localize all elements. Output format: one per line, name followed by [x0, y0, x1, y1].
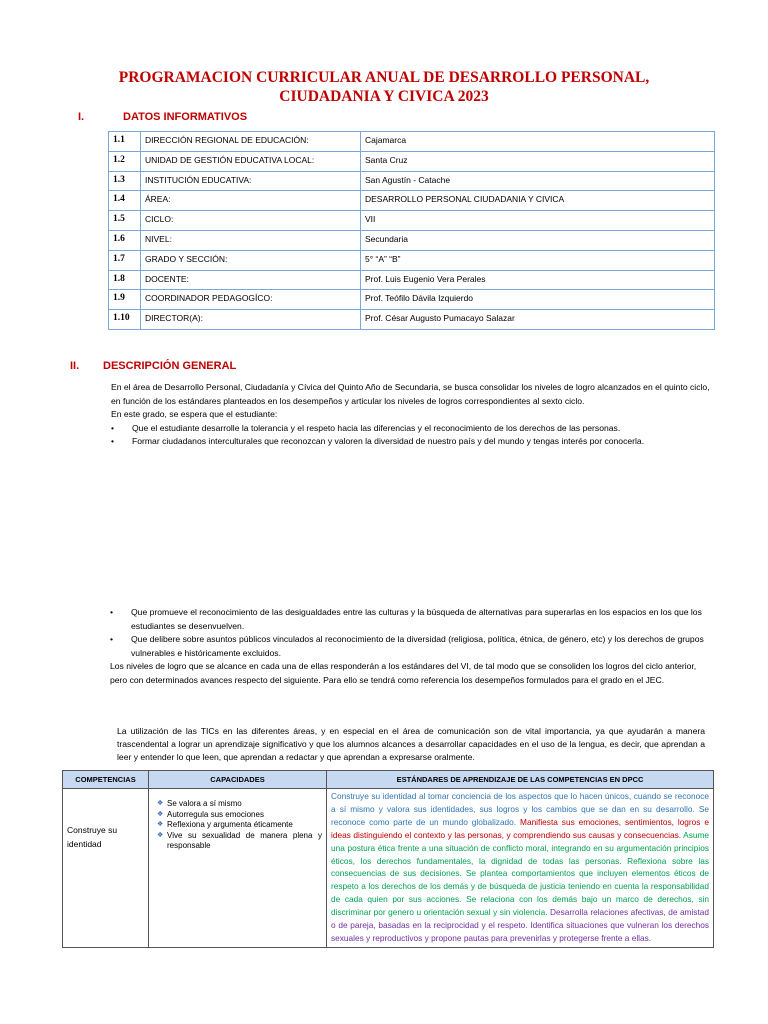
table-row: [109, 230, 715, 250]
list-item: ❖ Vive su sexualidad de manera plena y responsable: [157, 830, 322, 850]
row-number: 1.8: [109, 270, 141, 290]
table-row: [109, 290, 715, 310]
section-label: DESCRIPCIÓN GENERAL: [103, 360, 237, 372]
list-item: • Que promueve el reconocimiento de las desigualdades entre las culturas y la búsqueda de alternativas para superarlas en los espacios en los que los estudiantes se desenvuelven.: [110, 607, 702, 631]
list-item: • Que delibere sobre asuntos públicos vinculados al reconocimiento de la diversidad (religiosa, política, étnica, de género, etc) y los derechos de grupos vulnerables e históricamente excluidos.: [110, 634, 704, 658]
column-header: COMPETENCIAS: [63, 771, 149, 789]
list-item: ❖ Reflexiona y argumenta éticamente: [157, 820, 293, 829]
row-number: 1.3: [109, 171, 141, 191]
row-value: Prof. Teófilo Dávila Izquierdo: [361, 290, 715, 310]
column-header: CAPACIDADES: [149, 771, 327, 789]
row-value: Santa Cruz: [361, 151, 715, 171]
row-number: 1.2: [109, 151, 141, 171]
row-value: VII: [361, 211, 715, 231]
row-value: San Agustín - Catache: [361, 171, 715, 191]
section-heading-1: [78, 111, 247, 123]
section-number: II.: [70, 360, 80, 372]
description-intro: En este grado, se espera que el estudiante:: [111, 409, 278, 419]
list-item: • Que el estudiante desarrolle la tolerancia y el respeto hacia las diferencias y el reconocimiento de los derechos de las personas.: [111, 422, 621, 433]
row-value: 5° “A” “B”: [361, 250, 715, 270]
standard-cell: [327, 789, 714, 948]
row-value: Prof. César Augusto Pumacayo Salazar: [361, 310, 715, 330]
table-row: [109, 191, 715, 211]
row-label: DIRECTOR(A):: [141, 310, 361, 330]
title-line-1: PROGRAMACION CURRICULAR ANUAL DE DESARROLLO PERSONAL,: [118, 69, 650, 86]
row-value: Prof. Luis Eugenio Vera Perales: [361, 270, 715, 290]
diamond-bullet-icon: ❖: [157, 800, 164, 807]
row-label: DOCENTE:: [141, 270, 361, 290]
description-paragraph: En el área de Desarrollo Personal, Ciudadanía y Cívica del Quinto Año de Secundaria, se busca consolidar los niveles de logro alcanzados en el quinto ciclo, en función de los estándares planteados en los desempeños y articular los niveles de logros correspondientes al sexto ciclo.: [111, 382, 710, 406]
diamond-bullet-icon: ❖: [157, 810, 164, 818]
row-value: Cajamarca: [361, 132, 715, 152]
standard-text-identity: Construye su identidad al tomar conciencia de los aspectos que lo hacen únicos, cuando se reconoce a sí mismo y valora sus identidades, sus logros y los cambios que se dan en su desarrollo. Se reconoce como parte de un mundo globalizado.: [331, 791, 709, 827]
table-row: [109, 270, 715, 290]
description-block-2: [110, 606, 710, 687]
row-label: GRADO Y SECCIÓN:: [141, 250, 361, 270]
table-row: [109, 211, 715, 231]
standard-text-emotions: Manifiesta sus emociones, sentimientos, logros e ideas distinguiendo el contexto y las personas, y comprendiendo sus causas y consecuencias.: [331, 816, 710, 840]
table-row: [109, 132, 715, 152]
row-number: 1.1: [109, 132, 141, 152]
standard-text-ethics: Asume una postura ética frente a una situación de conflicto moral, integrando en su argumentación principios éticos, los derechos fundamentales, la dignidad de todas las personas. Reflexiona sobre las consecuencias de sus decisiones. Se plantea comportamientos que incluyen elementos éticos de respeto a los derechos de los demás y de búsqueda de justicia teniendo en cuenta la responsabilidad de cada quien por sus acciones. Se relaciona con los demás bajo un marco de derechos, sin discriminar por genero u orientación sexual y sin violencia.: [331, 829, 709, 918]
list-item: ❖ Se valora a sí mismo: [157, 799, 242, 808]
section-heading-2: [70, 360, 236, 372]
row-label: INSTITUCIÓN EDUCATIVA:: [141, 171, 361, 191]
description-paragraph: Los niveles de logro que se alcance en cada una de ellas responderán a los estándares del VI, de tal modo que se consoliden los logros del ciclo anterior, pero con determinados avances respecto del siguiente. Para ello se tendrá como referencia los desempeños formulados para el grado en el JEC.: [110, 661, 697, 685]
table-row: [109, 151, 715, 171]
table-row: [109, 171, 715, 191]
table-row: [109, 310, 715, 330]
row-number: 1.10: [109, 310, 141, 330]
row-value: Secundaria: [361, 230, 715, 250]
section-label: DATOS INFORMATIVOS: [123, 111, 248, 123]
standard-text-sexuality: Desarrolla relaciones afectivas, de amistad o de pareja, basadas en la reciprocidad y el respeto. Identifica situaciones que vulneran los derechos sexuales y reproductivos y propone pautas para prevenirlas y protegerse frente a ellas.: [331, 907, 709, 943]
competencies-table: [62, 770, 714, 948]
column-header: ESTÁNDARES DE APRENDIZAJE DE LAS COMPETENCIAS EN DPCC: [327, 771, 714, 789]
list-item: ❖ Autorregula sus emociones: [157, 809, 264, 819]
info-table: [108, 131, 715, 330]
row-label: ÁREA:: [141, 191, 361, 211]
competency-name: Construye su identidad: [63, 789, 149, 948]
diamond-bullet-icon: ❖: [157, 831, 164, 839]
capacities-cell: [149, 789, 327, 948]
description-block: [111, 381, 711, 449]
row-value: DESARROLLO PERSONAL CIUDADANIA Y CIVICA: [361, 191, 715, 211]
diamond-bullet-icon: ❖: [157, 821, 164, 828]
title-line-2: CIUDADANIA Y CIVICA 2023: [279, 88, 489, 105]
section-number: I.: [78, 111, 85, 123]
page-title: [0, 68, 768, 106]
row-number: 1.9: [109, 290, 141, 310]
table-row: [109, 250, 715, 270]
row-number: 1.6: [109, 230, 141, 250]
row-label: UNIDAD DE GESTIÓN EDUCATIVA LOCAL:: [141, 151, 361, 171]
row-number: 1.5: [109, 211, 141, 231]
list-item: • Formar ciudadanos interculturales que reconozcan y valoren la diversidad de nuestro país y del mundo y tengas interés por conocerla.: [111, 436, 645, 446]
tics-paragraph: La utilización de las TICs en las diferentes áreas, y en especial en el área de comunicación son de vital importancia, ya que ayudarán a manera trascendental a lograr un aprendizaje significativo y que los alumnos alcances a desarrollar capacidades en el uso de la lengua, es decir, que aprendan a leer y entender lo que leen, que aprendan a redactar y que aprendan a expresarse oralmente.: [117, 726, 705, 762]
row-number: 1.4: [109, 191, 141, 211]
row-label: COORDINADOR PEDAGOGÍCO:: [141, 290, 361, 310]
row-label: DIRECCIÓN REGIONAL DE EDUCACIÓN:: [141, 132, 361, 152]
row-number: 1.7: [109, 250, 141, 270]
row-label: CICLO:: [141, 211, 361, 231]
row-label: NIVEL:: [141, 230, 361, 250]
